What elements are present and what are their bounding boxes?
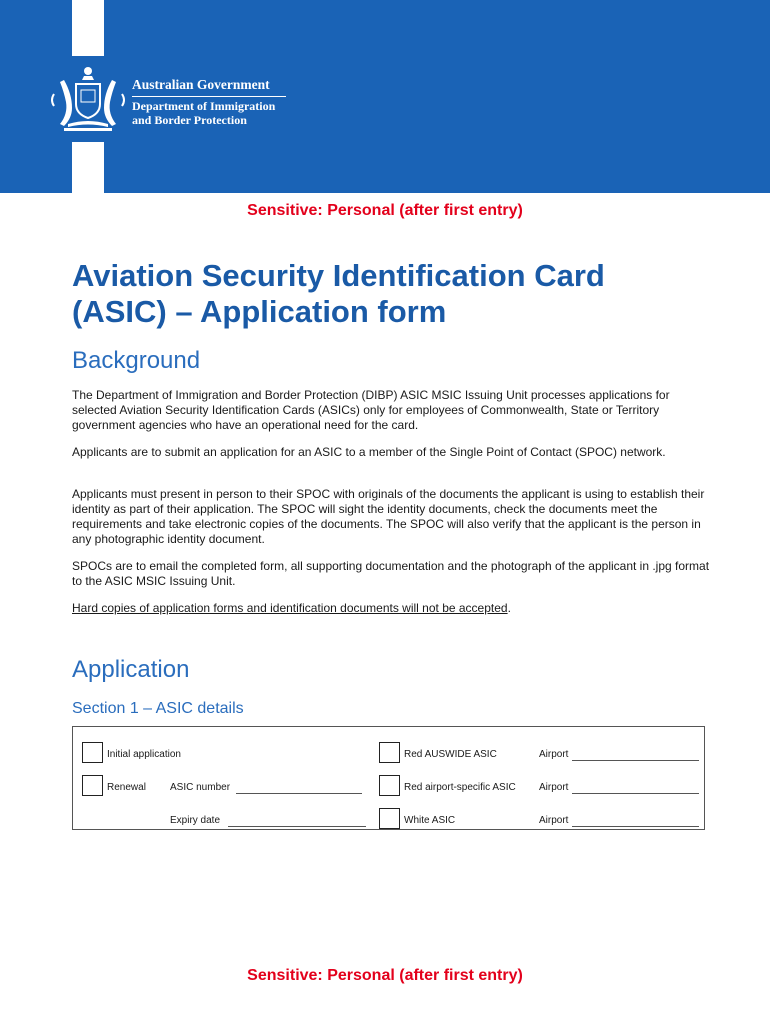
government-logo <box>48 62 298 138</box>
background-paragraph-4: SPOCs are to email the completed form, all supporting documentation and the photograph of the applicant in .jpg format to the ASIC MSIC Issuing Unit. <box>72 559 710 588</box>
red-airport-specific-label: Red airport-specific ASIC <box>404 782 516 793</box>
renewal-checkbox[interactable] <box>82 775 103 796</box>
asic-number-label: ASIC number <box>170 782 231 793</box>
hard-copies-notice-period: . <box>507 601 511 615</box>
white-asic-checkbox[interactable] <box>379 808 400 829</box>
application-heading: Application <box>72 656 190 683</box>
expiry-date-label: Expiry date <box>170 815 221 826</box>
coat-of-arms-icon <box>48 62 128 138</box>
red-auswide-checkbox[interactable] <box>379 742 400 763</box>
expiry-date-field[interactable] <box>228 826 366 827</box>
red-airport-specific-checkbox[interactable] <box>379 775 400 796</box>
title-divider <box>132 96 286 97</box>
title-line-2: (ASIC) – Application form <box>72 294 447 329</box>
header-banner <box>0 0 770 193</box>
initial-application-label: Initial application <box>107 749 181 760</box>
government-title: Australian Government <box>132 77 270 92</box>
asic-details-form <box>72 726 705 830</box>
asic-number-field[interactable] <box>236 793 362 794</box>
initial-application-checkbox[interactable] <box>82 742 103 763</box>
airport-field-1[interactable] <box>572 760 699 761</box>
title-line-1: Aviation Security Identification Card <box>72 258 605 293</box>
hard-copies-notice <box>72 601 712 616</box>
airport-field-3[interactable] <box>572 826 699 827</box>
background-paragraph-2: Applicants are to submit an application for an ASIC to a member of the Single Point of Contact (SPOC) network. <box>72 445 666 459</box>
department-line-1: Department of Immigration <box>132 99 276 113</box>
airport-label-1: Airport <box>539 749 569 760</box>
background-paragraph-3: Applicants must present in person to their SPOC with originals of the documents the applicant is using to establish their identity as part of their application. The SPOC will sight the identity documents, check the documents meet the requirements and take electronic copies of the documents. The SPOC will also verify that the applicant is the person in any photographic identity document. <box>72 487 705 546</box>
background-paragraph-1: The Department of Immigration and Border Protection (DIBP) ASIC MSIC Issuing Unit processes applications for selected Aviation Security Identification Cards (ASICs) only for employees of Commonwealth, State or Territory government agencies who have an operational need for the card. <box>72 388 670 432</box>
section-1-heading: Section 1 – ASIC details <box>72 700 244 717</box>
airport-label-2: Airport <box>539 782 569 793</box>
sensitivity-marking-bottom: Sensitive: Personal (after first entry) <box>247 967 523 984</box>
department-line-2: and Border Protection <box>132 113 247 127</box>
airport-field-2[interactable] <box>572 793 699 794</box>
background-heading: Background <box>72 347 201 374</box>
airport-label-3: Airport <box>539 815 569 826</box>
white-asic-label: White ASIC <box>404 815 456 826</box>
hard-copies-notice-text: Hard copies of application forms and identification documents will not be accepted <box>72 601 508 615</box>
department-name <box>132 99 275 127</box>
sensitivity-marking-top: Sensitive: Personal (after first entry) <box>247 202 523 219</box>
red-auswide-label: Red AUSWIDE ASIC <box>404 749 497 760</box>
page-title <box>72 258 712 330</box>
renewal-label: Renewal <box>107 782 146 793</box>
